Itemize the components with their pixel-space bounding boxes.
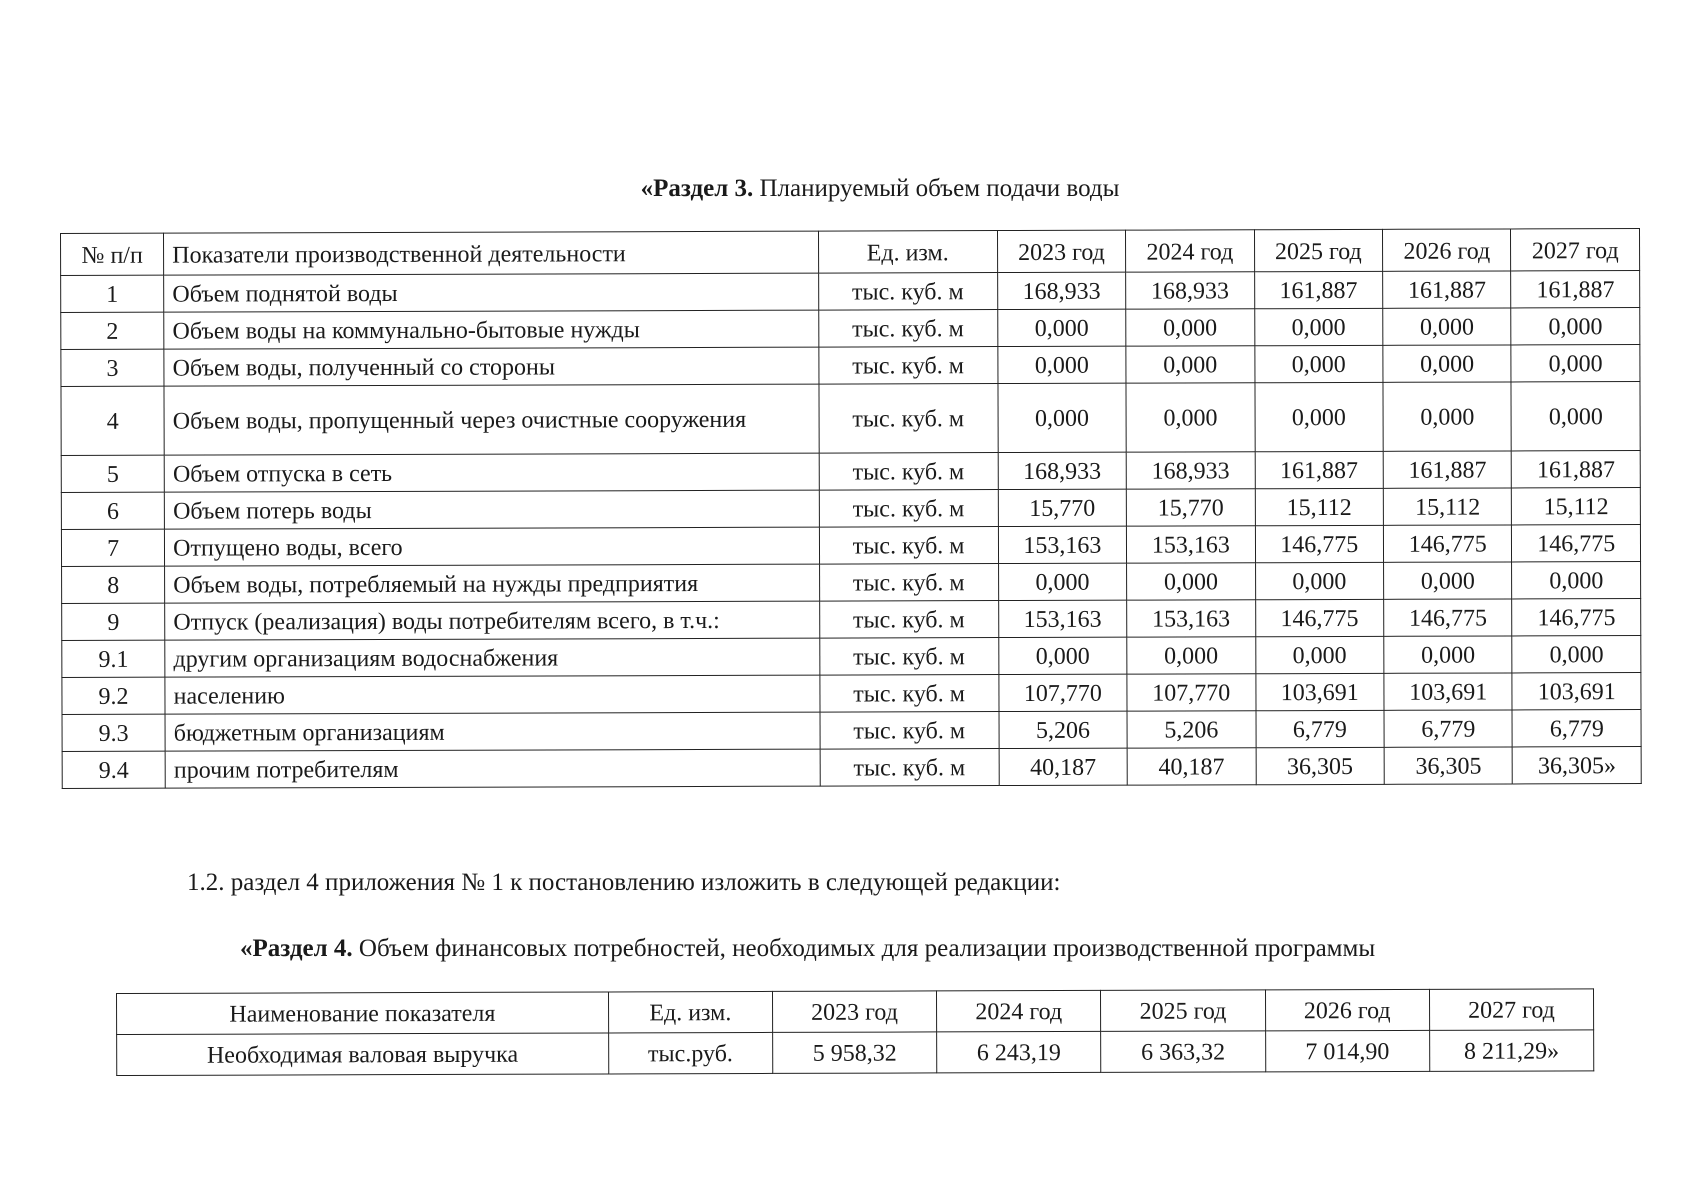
row-number: 6	[61, 492, 164, 529]
header-indicator-name: Наименование показателя	[117, 992, 609, 1035]
table-row	[61, 382, 1640, 456]
row-indicator: Объем воды, пропущенный через очистные сооружения	[164, 384, 819, 455]
header-indicator: Показатели производственной деятельности	[164, 231, 819, 275]
value-2024: 40,187	[1127, 748, 1256, 785]
value-2025: 36,305	[1256, 747, 1385, 784]
value-2025: 161,887	[1254, 271, 1383, 308]
table-row	[62, 562, 1641, 604]
value-2027: 0,000	[1511, 382, 1640, 451]
value-2025: 6,779	[1256, 710, 1385, 747]
value-2025: 0,000	[1255, 636, 1384, 673]
value-2027: 0,000	[1512, 636, 1641, 673]
table-row	[61, 308, 1640, 350]
value-2023: 0,000	[998, 637, 1127, 674]
header-year-2025: 2025 год	[1254, 229, 1383, 271]
value-2026: 7 014,90	[1265, 1030, 1429, 1072]
value-2023: 5 958,32	[773, 1032, 937, 1074]
table-row	[62, 599, 1641, 641]
row-number: 9.1	[62, 640, 165, 677]
value-2024: 0,000	[1126, 309, 1255, 346]
row-unit: тыс. куб. м	[819, 564, 998, 602]
table-row	[62, 673, 1641, 715]
row-number: 2	[61, 312, 164, 349]
value-2027: 36,305»	[1513, 747, 1642, 784]
row-indicator: Отпущено воды, всего	[165, 527, 820, 566]
row-indicator: другим организациям водоснабжения	[165, 638, 820, 677]
value-2024: 153,163	[1127, 600, 1256, 637]
value-2027: 0,000	[1511, 308, 1640, 345]
row-number: 9.2	[62, 677, 165, 714]
value-2023: 168,933	[997, 272, 1126, 309]
value-2023: 0,000	[998, 383, 1127, 452]
table-header-row	[61, 229, 1640, 276]
value-2023: 153,163	[998, 600, 1127, 637]
row-unit: тыс. куб. м	[818, 347, 997, 385]
value-2023: 15,770	[998, 489, 1127, 526]
row-unit: тыс. куб. м	[818, 273, 997, 311]
value-2026: 103,691	[1384, 673, 1513, 710]
value-2023: 0,000	[998, 346, 1127, 383]
value-2024: 168,933	[1126, 272, 1255, 309]
value-2024: 153,163	[1127, 526, 1256, 563]
value-2026: 0,000	[1383, 308, 1512, 345]
value-2026: 36,305	[1384, 747, 1513, 784]
header-year-2026: 2026 год	[1383, 229, 1512, 271]
value-2023: 0,000	[998, 563, 1127, 600]
value-2025: 0,000	[1254, 345, 1383, 382]
row-unit: тыс. куб. м	[819, 384, 998, 454]
table-row	[117, 1030, 1594, 1076]
value-2026: 161,887	[1383, 271, 1512, 308]
row-number: 4	[61, 386, 164, 455]
value-2027: 0,000	[1511, 345, 1640, 382]
row-unit: тыс. куб. м	[819, 527, 998, 565]
row-unit: тыс.руб.	[608, 1032, 772, 1074]
row-unit: тыс. куб. м	[820, 749, 999, 787]
value-2024: 0,000	[1127, 637, 1256, 674]
table-row	[61, 488, 1640, 530]
value-2027: 6,779	[1512, 710, 1641, 747]
row-unit: тыс. куб. м	[819, 453, 998, 491]
row-indicator: Объем отпуска в сеть	[164, 453, 819, 492]
table-row	[61, 345, 1640, 387]
table-row	[62, 747, 1641, 789]
row-indicator: бюджетным организациям	[165, 712, 820, 751]
section4-title	[240, 934, 1375, 964]
value-2026: 146,775	[1384, 599, 1513, 636]
water-supply-table	[60, 228, 1642, 789]
table-row	[61, 451, 1640, 493]
row-number: 5	[61, 455, 164, 492]
value-2023: 153,163	[998, 526, 1127, 563]
table-row	[62, 710, 1641, 752]
header-year-2025: 2025 год	[1101, 990, 1265, 1032]
value-2024: 15,770	[1126, 489, 1255, 526]
header-year-2026: 2026 год	[1265, 989, 1429, 1031]
value-2026: 0,000	[1384, 562, 1513, 599]
header-number: № п/п	[61, 233, 164, 275]
header-year-2027: 2027 год	[1511, 229, 1640, 271]
value-2023: 40,187	[999, 748, 1128, 785]
value-2023: 0,000	[997, 309, 1126, 346]
value-2026: 0,000	[1383, 382, 1512, 451]
value-2024: 0,000	[1126, 346, 1255, 383]
value-2027: 8 211,29»	[1429, 1030, 1593, 1072]
header-unit: Ед. изм.	[608, 991, 772, 1033]
value-2026: 15,112	[1383, 488, 1512, 525]
section3-title-text: Планируемый объем подачи воды	[753, 175, 1120, 202]
amendment-paragraph: 1.2. раздел 4 приложения № 1 к постановлению изложить в следующей редакции:	[187, 869, 1061, 896]
value-2027: 103,691	[1512, 673, 1641, 710]
value-2027: 15,112	[1512, 488, 1641, 525]
value-2024: 168,933	[1126, 452, 1255, 489]
row-indicator: Объем воды, полученный со стороны	[164, 347, 819, 386]
header-year-2023: 2023 год	[997, 230, 1126, 272]
header-year-2024: 2024 год	[1126, 230, 1255, 272]
row-number: 9	[62, 603, 165, 640]
row-number: 9.4	[62, 751, 165, 788]
value-2025: 146,775	[1255, 599, 1384, 636]
row-indicator: Объем поднятой воды	[164, 273, 819, 312]
row-number: 7	[61, 529, 164, 566]
value-2025: 0,000	[1255, 382, 1384, 451]
value-2025: 15,112	[1255, 488, 1384, 525]
row-indicator: прочим потребителям	[165, 749, 820, 788]
row-number: 3	[61, 349, 164, 386]
financial-needs-table	[116, 988, 1594, 1076]
value-2023: 107,770	[999, 674, 1128, 711]
value-2027: 146,775	[1512, 599, 1641, 636]
table-row	[62, 636, 1641, 678]
header-year-2023: 2023 год	[772, 991, 936, 1033]
header-unit: Ед. изм.	[818, 231, 997, 274]
value-2025: 161,887	[1255, 451, 1384, 488]
section4-title-bold: «Раздел 4.	[240, 935, 353, 962]
table-row	[61, 271, 1640, 313]
row-unit: тыс. куб. м	[819, 601, 998, 639]
value-2025: 0,000	[1255, 562, 1384, 599]
row-unit: тыс. куб. м	[818, 310, 997, 348]
value-2027: 161,887	[1511, 271, 1640, 308]
value-2026: 161,887	[1383, 451, 1512, 488]
value-2025: 6 363,32	[1101, 1031, 1265, 1073]
value-2026: 0,000	[1383, 345, 1512, 382]
row-indicator: Объем потерь воды	[164, 490, 819, 529]
row-indicator: населению	[165, 675, 820, 714]
value-2027: 161,887	[1512, 451, 1641, 488]
header-year-2024: 2024 год	[937, 990, 1101, 1032]
value-2023: 5,206	[999, 711, 1128, 748]
row-unit: тыс. куб. м	[819, 490, 998, 528]
value-2025: 103,691	[1255, 673, 1384, 710]
value-2024: 107,770	[1127, 674, 1256, 711]
value-2024: 6 243,19	[937, 1031, 1101, 1073]
section4-title-text: Объем финансовых потребностей, необходимых для реализации производственной программы	[352, 935, 1376, 962]
section3-title-bold: «Раздел 3.	[640, 175, 754, 202]
row-indicator: Отпуск (реализация) воды потребителям всего, в т.ч.:	[165, 601, 820, 640]
table-header-row	[117, 989, 1594, 1035]
row-number: 9.3	[62, 714, 165, 751]
value-2026: 146,775	[1383, 525, 1512, 562]
row-number: 1	[61, 275, 164, 312]
value-2023: 168,933	[998, 452, 1127, 489]
value-2024: 0,000	[1126, 383, 1255, 452]
header-year-2027: 2027 год	[1429, 989, 1593, 1031]
row-number: 8	[62, 566, 165, 603]
value-2027: 0,000	[1512, 562, 1641, 599]
row-indicator: Объем воды, потребляемый на нужды предприятия	[165, 564, 820, 603]
row-unit: тыс. куб. м	[819, 638, 998, 676]
value-2026: 6,779	[1384, 710, 1513, 747]
row-indicator: Необходимая валовая выручка	[117, 1033, 609, 1076]
section3-title	[0, 174, 1700, 204]
row-unit: тыс. куб. м	[820, 712, 999, 750]
value-2024: 0,000	[1127, 563, 1256, 600]
value-2025: 146,775	[1255, 525, 1384, 562]
value-2027: 146,775	[1512, 525, 1641, 562]
row-indicator: Объем воды на коммунально-бытовые нужды	[164, 310, 819, 349]
value-2026: 0,000	[1384, 636, 1513, 673]
value-2024: 5,206	[1127, 711, 1256, 748]
table-row	[61, 525, 1640, 567]
value-2025: 0,000	[1254, 308, 1383, 345]
row-unit: тыс. куб. м	[820, 675, 999, 713]
